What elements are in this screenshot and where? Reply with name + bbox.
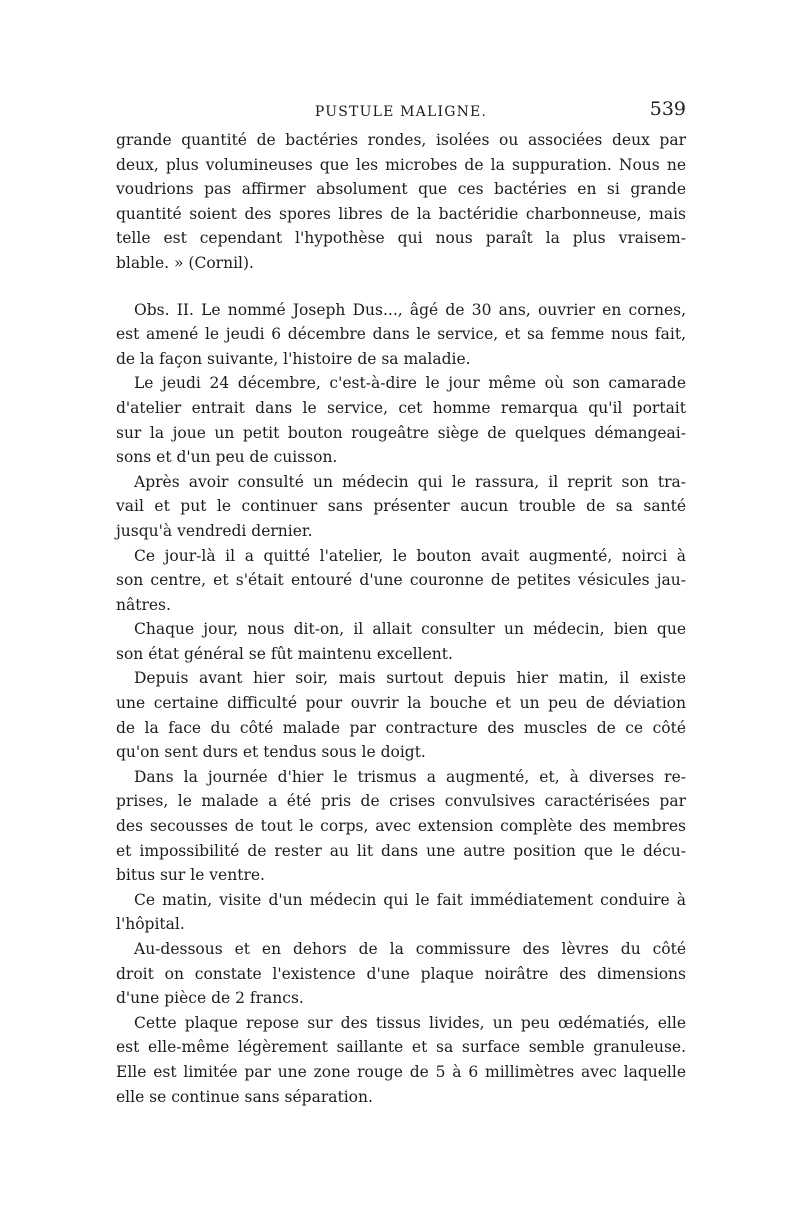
text-line: sur la joue un petit bouton rougeâtre siège de quelques démangeai- [116, 423, 686, 442]
running-title: PUSTULE MALIGNE. [314, 104, 488, 120]
text-line: voudrions pas affirmer absolument que ces bactéries en si grande [116, 180, 686, 199]
body-text [116, 128, 686, 1109]
paragraph-p10 [116, 937, 686, 1011]
text-line: Le jeudi 24 décembre, c'est-à-dire le jour même où son camarade [134, 374, 686, 393]
text-line: grande quantité de bactéries rondes, isolées ou associées deux par [116, 131, 686, 149]
text-line: sons et d'un peu de cuisson. [116, 448, 338, 467]
text-line: deux, plus volumineuses que les microbes de la suppuration. Nous ne [116, 155, 686, 174]
text-line: Après avoir consulté un médecin qui le rassura, il reprit son tra- [134, 472, 686, 491]
paragraph-p4 [116, 470, 686, 544]
paragraph-p2 [116, 298, 686, 372]
text-line: Elle est limitée par une zone rouge de 5 à 6 millimètres avec laquelle [116, 1062, 686, 1081]
section-gap [116, 276, 686, 298]
text-line: Au-dessous et en dehors de la commissure des lèvres du côté [134, 940, 686, 958]
text-line: prises, le malade a été pris de crises convulsives caractérisées par [116, 792, 686, 811]
text-line: d'atelier entrait dans le service, cet homme remarqua qu'il portait [116, 398, 686, 417]
paragraph-p3 [116, 371, 686, 469]
text-line: elle se continue sans séparation. [116, 1087, 373, 1106]
text-line: vail et put le continuer sans présenter aucun trouble de sa santé [116, 497, 686, 516]
text-line: des secousses de tout le corps, avec extension complète des membres [116, 817, 686, 836]
text-line: Ce jour-là il a quitté l'atelier, le bouton avait augmenté, noirci à [134, 546, 686, 565]
paragraph-p1 [116, 128, 686, 276]
text-line: son centre, et s'était entouré d'une couronne de petites vésicules jau- [116, 571, 686, 590]
running-head [116, 98, 686, 128]
paragraph-p11 [116, 1011, 686, 1109]
text-line: Obs. II. Le nommé Joseph Dus..., âgé de 30 ans, ouvrier en cornes, [134, 300, 686, 319]
text-line: et impossibilité de rester au lit dans une autre position que le décu- [116, 841, 686, 860]
paragraph-p5 [116, 544, 686, 618]
text-line: qu'on sent durs et tendus sous le doigt. [116, 743, 426, 762]
page-number: 539 [649, 98, 686, 120]
text-line: bitus sur le ventre. [116, 866, 265, 885]
text-line: jusqu'à vendredi dernier. [116, 521, 313, 540]
text-line: Ce matin, visite d'un médecin qui le fait immédiatement conduire à [134, 890, 686, 909]
text-line: Dans la journée d'hier le trismus a augmenté, et, à diverses re- [134, 767, 686, 786]
text-line: de la face du côté malade par contracture des muscles de ce côté [116, 718, 686, 737]
text-line: est elle-même légèrement saillante et sa surface semble granuleuse. [116, 1038, 686, 1057]
text-line: une certaine difficulté pour ouvrir la bouche et un peu de déviation [116, 694, 686, 713]
text-line: nâtres. [116, 595, 171, 614]
text-line: blable. » (Cornil). [116, 253, 254, 272]
text-line: d'une pièce de 2 francs. [116, 989, 304, 1008]
paragraph-p6 [116, 617, 686, 666]
paragraph-p7 [116, 666, 686, 764]
text-line: son état général se fût maintenu excellent. [116, 644, 453, 663]
text-line: droit on constate l'existence d'une plaque noirâtre des dimensions [116, 964, 686, 983]
text-line: Chaque jour, nous dit-on, il allait consulter un médecin, bien que [134, 620, 686, 639]
text-line: Depuis avant hier soir, mais surtout depuis hier matin, il existe [134, 669, 686, 688]
text-line: de la façon suivante, l'histoire de sa maladie. [116, 349, 471, 368]
text-line: Cette plaque repose sur des tissus livides, un peu œdématiés, elle [134, 1013, 686, 1032]
paragraph-p9 [116, 888, 686, 937]
text-line: telle est cependant l'hypothèse qui nous paraît la plus vraisem- [116, 229, 686, 248]
text-line: est amené le jeudi 6 décembre dans le service, et sa femme nous fait, [116, 325, 686, 344]
text-line: l'hôpital. [116, 915, 185, 934]
text-line: quantité soient des spores libres de la bactéridie charbonneuse, mais [116, 204, 686, 223]
paragraph-p8 [116, 765, 686, 888]
